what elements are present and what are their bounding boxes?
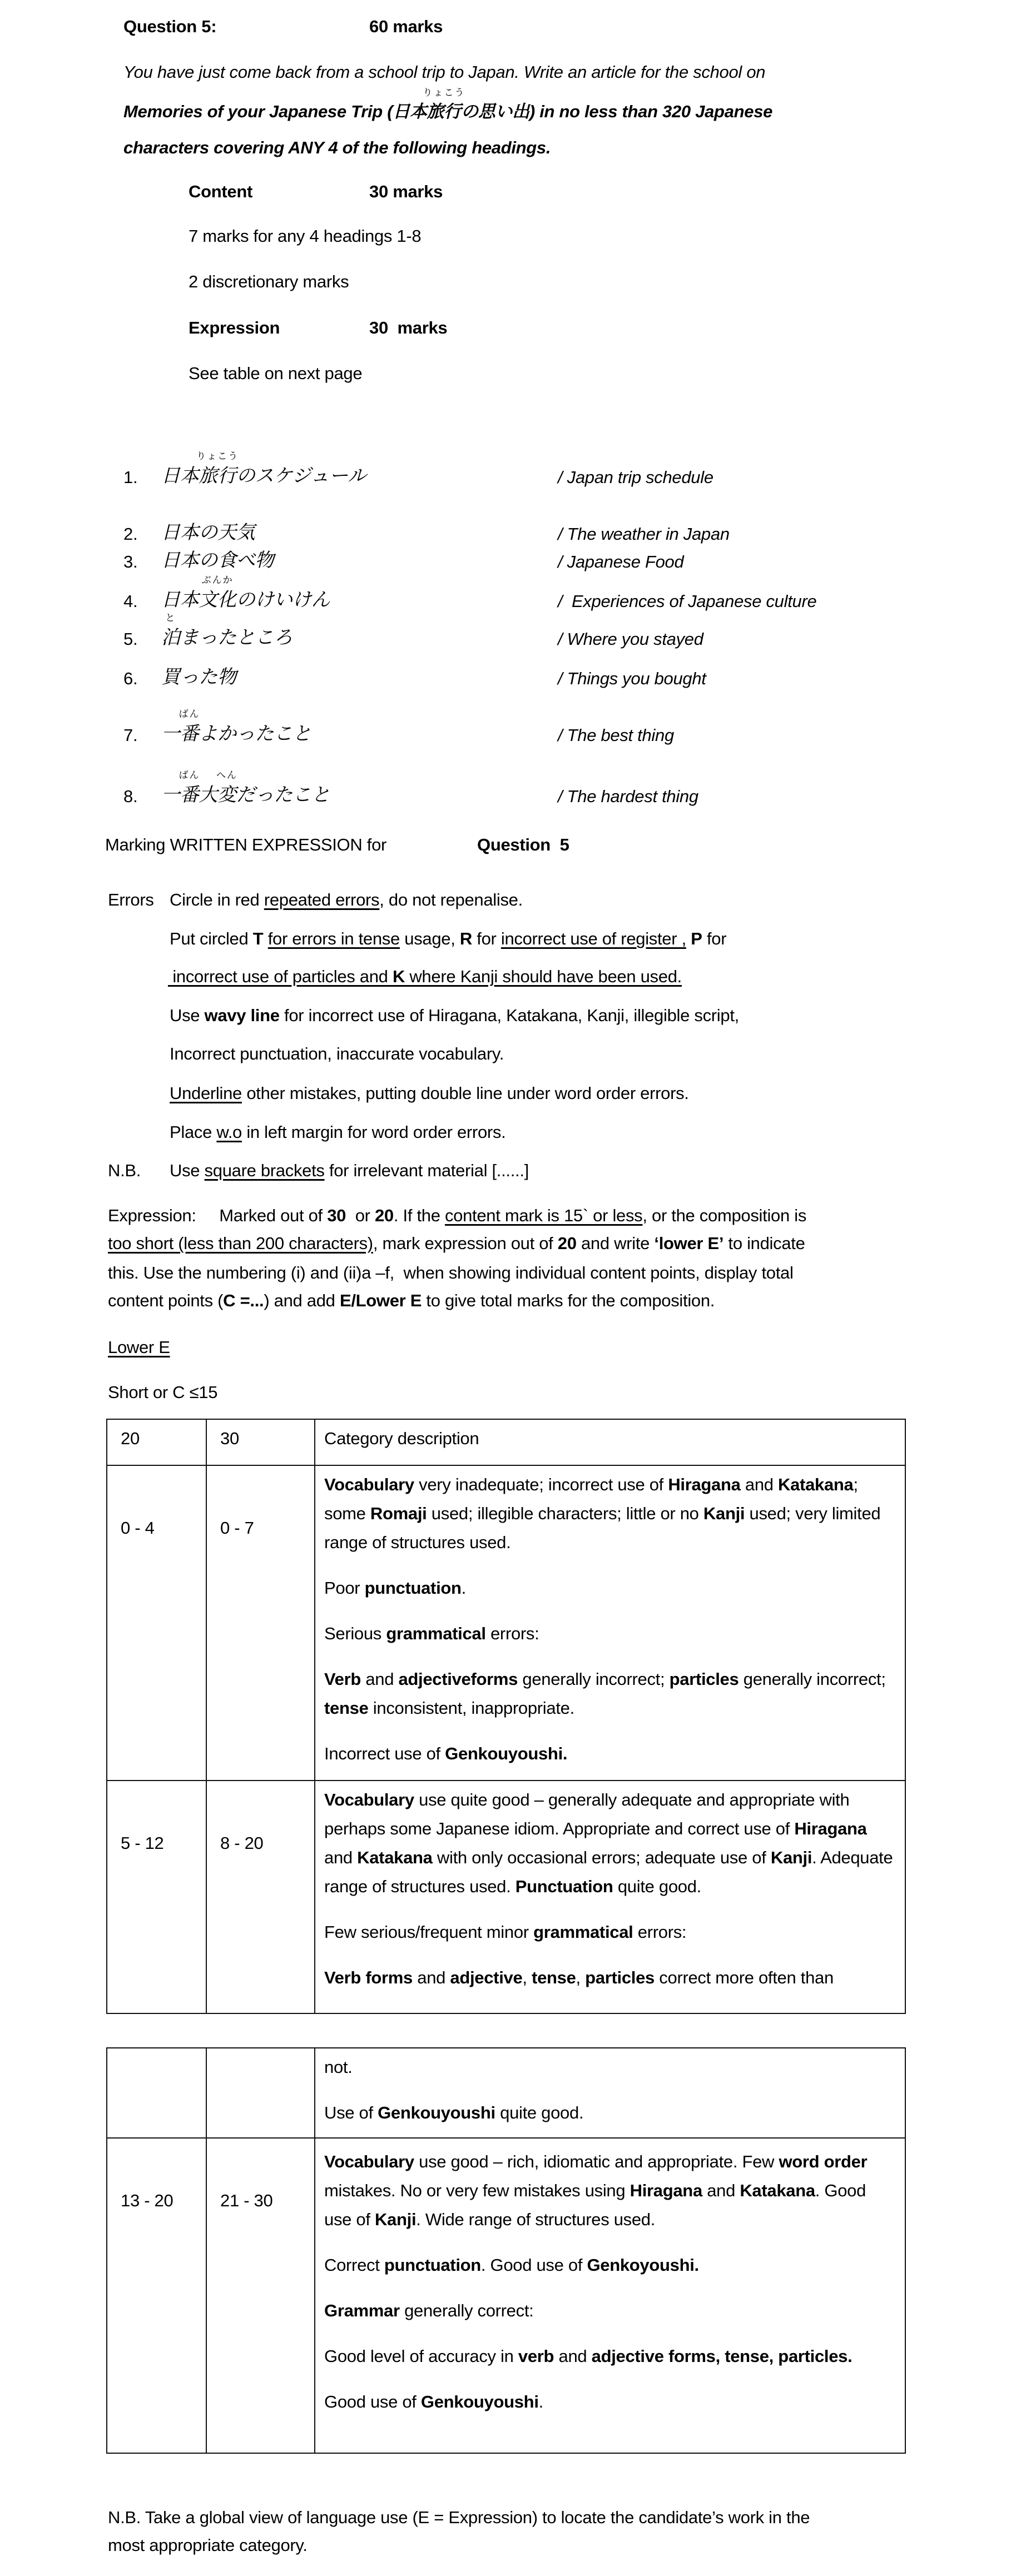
header-cell-category: Category description <box>315 1419 905 1465</box>
content-note-1: 7 marks for any 4 headings 1-8 <box>189 226 422 246</box>
category-description-band-1 <box>315 1465 905 1781</box>
question-total-marks: 60 marks <box>369 17 443 36</box>
expression-label: Expression <box>189 318 280 337</box>
table-row-band-2-cont <box>107 2048 905 2138</box>
item-english: / The weather in Japan <box>558 524 730 544</box>
item-japanese: 日本の食べ物 <box>161 550 274 571</box>
item-number: 3. <box>123 552 138 571</box>
score-20-empty <box>107 2048 206 2138</box>
errors-line-3: incorrect use of particles and K where Kanji should have been used. <box>168 967 682 986</box>
score-table-2 <box>106 2047 906 2454</box>
desc-paragraph: Vocabulary use good – rich, idiomatic and appropriate. Few word order mistakes. No or very few mistakes using Hiragana and Katakana. Good use of Kanji. Wide range of structures used. <box>324 2152 872 2229</box>
errors-line-5: Incorrect punctuation, inaccurate vocabulary. <box>170 1044 504 1063</box>
errors-line-7: Place w.o in left margin for word order errors. <box>170 1122 506 1142</box>
category-description-band-2-cont <box>315 2048 905 2138</box>
nb-label: N.B. <box>108 1161 141 1180</box>
item-number: 2. <box>123 524 138 544</box>
desc-paragraph: Grammar generally correct: <box>324 2301 534 2320</box>
item-number: 5. <box>123 629 138 649</box>
score-20-band-3: 13 - 20 <box>107 2138 206 2453</box>
score-30-empty <box>206 2048 315 2138</box>
intro-line-3: characters covering ANY 4 of the following headings. <box>123 138 551 157</box>
desc-paragraph: Good level of accuracy in verb and adjective forms, tense, particles. <box>324 2346 853 2366</box>
item-english: / Things you bought <box>558 669 706 688</box>
item-english: / Japanese Food <box>558 552 684 571</box>
expression-para-line-4: content points (C =...) and add E/Lower E to give total marks for the composition. <box>108 1291 715 1310</box>
desc-paragraph: Verb and adjectiveforms generally incorrect; particles generally incorrect; tense inconsistent, inappropriate. <box>324 1669 890 1718</box>
desc-paragraph: Good use of Genkouyoushi. <box>324 2392 543 2411</box>
errors-line-2: Put circled T for errors in tense usage, R for incorrect use of register , P for <box>170 929 727 948</box>
short-or-c-heading: Short or C ≤15 <box>108 1383 218 1402</box>
lower-e-heading: Lower E <box>108 1337 170 1357</box>
score-30-band-2: 8 - 20 <box>206 1781 315 2013</box>
errors-line-4: Use wavy line for incorrect use of Hiragana, Katakana, Kanji, illegible script, <box>170 1006 739 1025</box>
score-30-band-1: 0 - 7 <box>206 1465 315 1781</box>
footer-nb-line-2: most appropriate category. <box>108 2535 308 2555</box>
score-20-band-1: 0 - 4 <box>107 1465 206 1781</box>
expression-para-line-3: this. Use the numbering (i) and (ii)a –f, when showing individual content points, display total <box>108 1263 794 1282</box>
item-number: 7. <box>123 725 138 745</box>
item-english: / The hardest thing <box>558 787 698 806</box>
header-cell-20: 20 <box>107 1419 206 1465</box>
content-marks: 30 marks <box>369 182 443 201</box>
item-japanese: 泊 と まったところ <box>161 613 293 648</box>
item-japanese: 買った物 <box>161 667 236 688</box>
table-row-band-3 <box>107 2138 905 2453</box>
nb-line: Use square brackets for irrelevant material [......] <box>170 1161 529 1180</box>
desc-paragraph: Correct punctuation. Good use of Genkoyoushi. <box>324 2255 699 2275</box>
desc-paragraph: not. <box>324 2057 353 2077</box>
errors-line-1: Circle in red repeated errors, do not repenalise. <box>170 890 523 909</box>
content-label: Content <box>189 182 252 201</box>
expression-marks: 30 marks <box>369 318 448 337</box>
expression-para-line-2: too short (less than 200 characters), mark expression out of 20 and write ‘lower E’ to indicate <box>108 1234 805 1253</box>
desc-paragraph: Incorrect use of Genkouyoushi. <box>324 1744 568 1763</box>
item-number: 8. <box>123 787 138 806</box>
item-japanese: 日本文化 ぶんか のけいけん <box>161 575 330 610</box>
category-description-band-3 <box>315 2138 905 2453</box>
score-20-band-2: 5 - 12 <box>107 1781 206 2013</box>
score-30-band-3: 21 - 30 <box>206 2138 315 2453</box>
expression-para-line-1: Expression: Marked out of 30 or 20. If the content mark is 15` or less, or the composition is <box>108 1206 807 1225</box>
marking-heading: Marking WRITTEN EXPRESSION for <box>105 835 387 854</box>
desc-paragraph: Verb forms and adjective, tense, particles correct more often than <box>324 1968 834 1987</box>
item-japanese: 日本の天気 <box>161 522 255 543</box>
item-japanese: 一番 ばん よかったこと <box>161 709 311 744</box>
item-number: 6. <box>123 669 138 688</box>
desc-paragraph: Vocabulary use quite good – generally adequate and appropriate with perhaps some Japanese idiom. Appropriate and correct use of Hiragana and Katakana with only occasional errors; adequate use of Kanji. Adequate range of structures used. Punctuation quite good. <box>324 1790 898 1896</box>
desc-paragraph: Poor punctuation. <box>324 1578 466 1598</box>
see-table-note: See table on next page <box>189 364 363 383</box>
score-table-1 <box>106 1419 906 2014</box>
item-number: 1. <box>123 468 138 487</box>
desc-paragraph: Vocabulary very inadequate; incorrect use of Hiragana and Katakana; some Romaji used; illegible characters; little or no Kanji used; very limited range of structures used. <box>324 1475 885 1552</box>
item-japanese: 一番 ばん 大変 へん だったこと <box>161 770 330 805</box>
intro-line-2: Memories of your Japanese Trip (日本旅行 りょこう の思い出) in no less than 320 Japanese <box>123 87 773 121</box>
item-english: / Experiences of Japanese culture <box>558 591 817 611</box>
errors-line-6: Underline other mistakes, putting double line under word order errors. <box>170 1083 689 1103</box>
marking-heading-question: Question 5 <box>477 835 569 854</box>
desc-paragraph: Serious grammatical errors: <box>324 1624 539 1643</box>
errors-label: Errors <box>108 890 154 909</box>
item-english: / The best thing <box>558 725 674 745</box>
item-number: 4. <box>123 591 138 611</box>
category-description-band-2 <box>315 1781 905 2013</box>
item-english: / Japan trip schedule <box>558 468 713 487</box>
table-row-band-1 <box>107 1465 905 1781</box>
question-title: Question 5: <box>123 17 217 36</box>
desc-paragraph: Use of Genkouyoushi quite good. <box>324 2103 584 2122</box>
footer-nb-line-1: N.B. Take a global view of language use (E = Expression) to locate the candidate’s work in the <box>108 2508 810 2527</box>
table-row-band-2 <box>107 1781 905 2013</box>
item-japanese: 日本旅行 りょこう のスケジュール <box>161 451 366 486</box>
content-note-2: 2 discretionary marks <box>189 272 349 291</box>
table-header-row <box>107 1419 905 1465</box>
item-english: / Where you stayed <box>558 629 703 649</box>
desc-paragraph: Few serious/frequent minor grammatical errors: <box>324 1922 687 1942</box>
intro-line-1: You have just come back from a school trip to Japan. Write an article for the school on <box>123 62 766 82</box>
header-cell-30: 30 <box>206 1419 315 1465</box>
